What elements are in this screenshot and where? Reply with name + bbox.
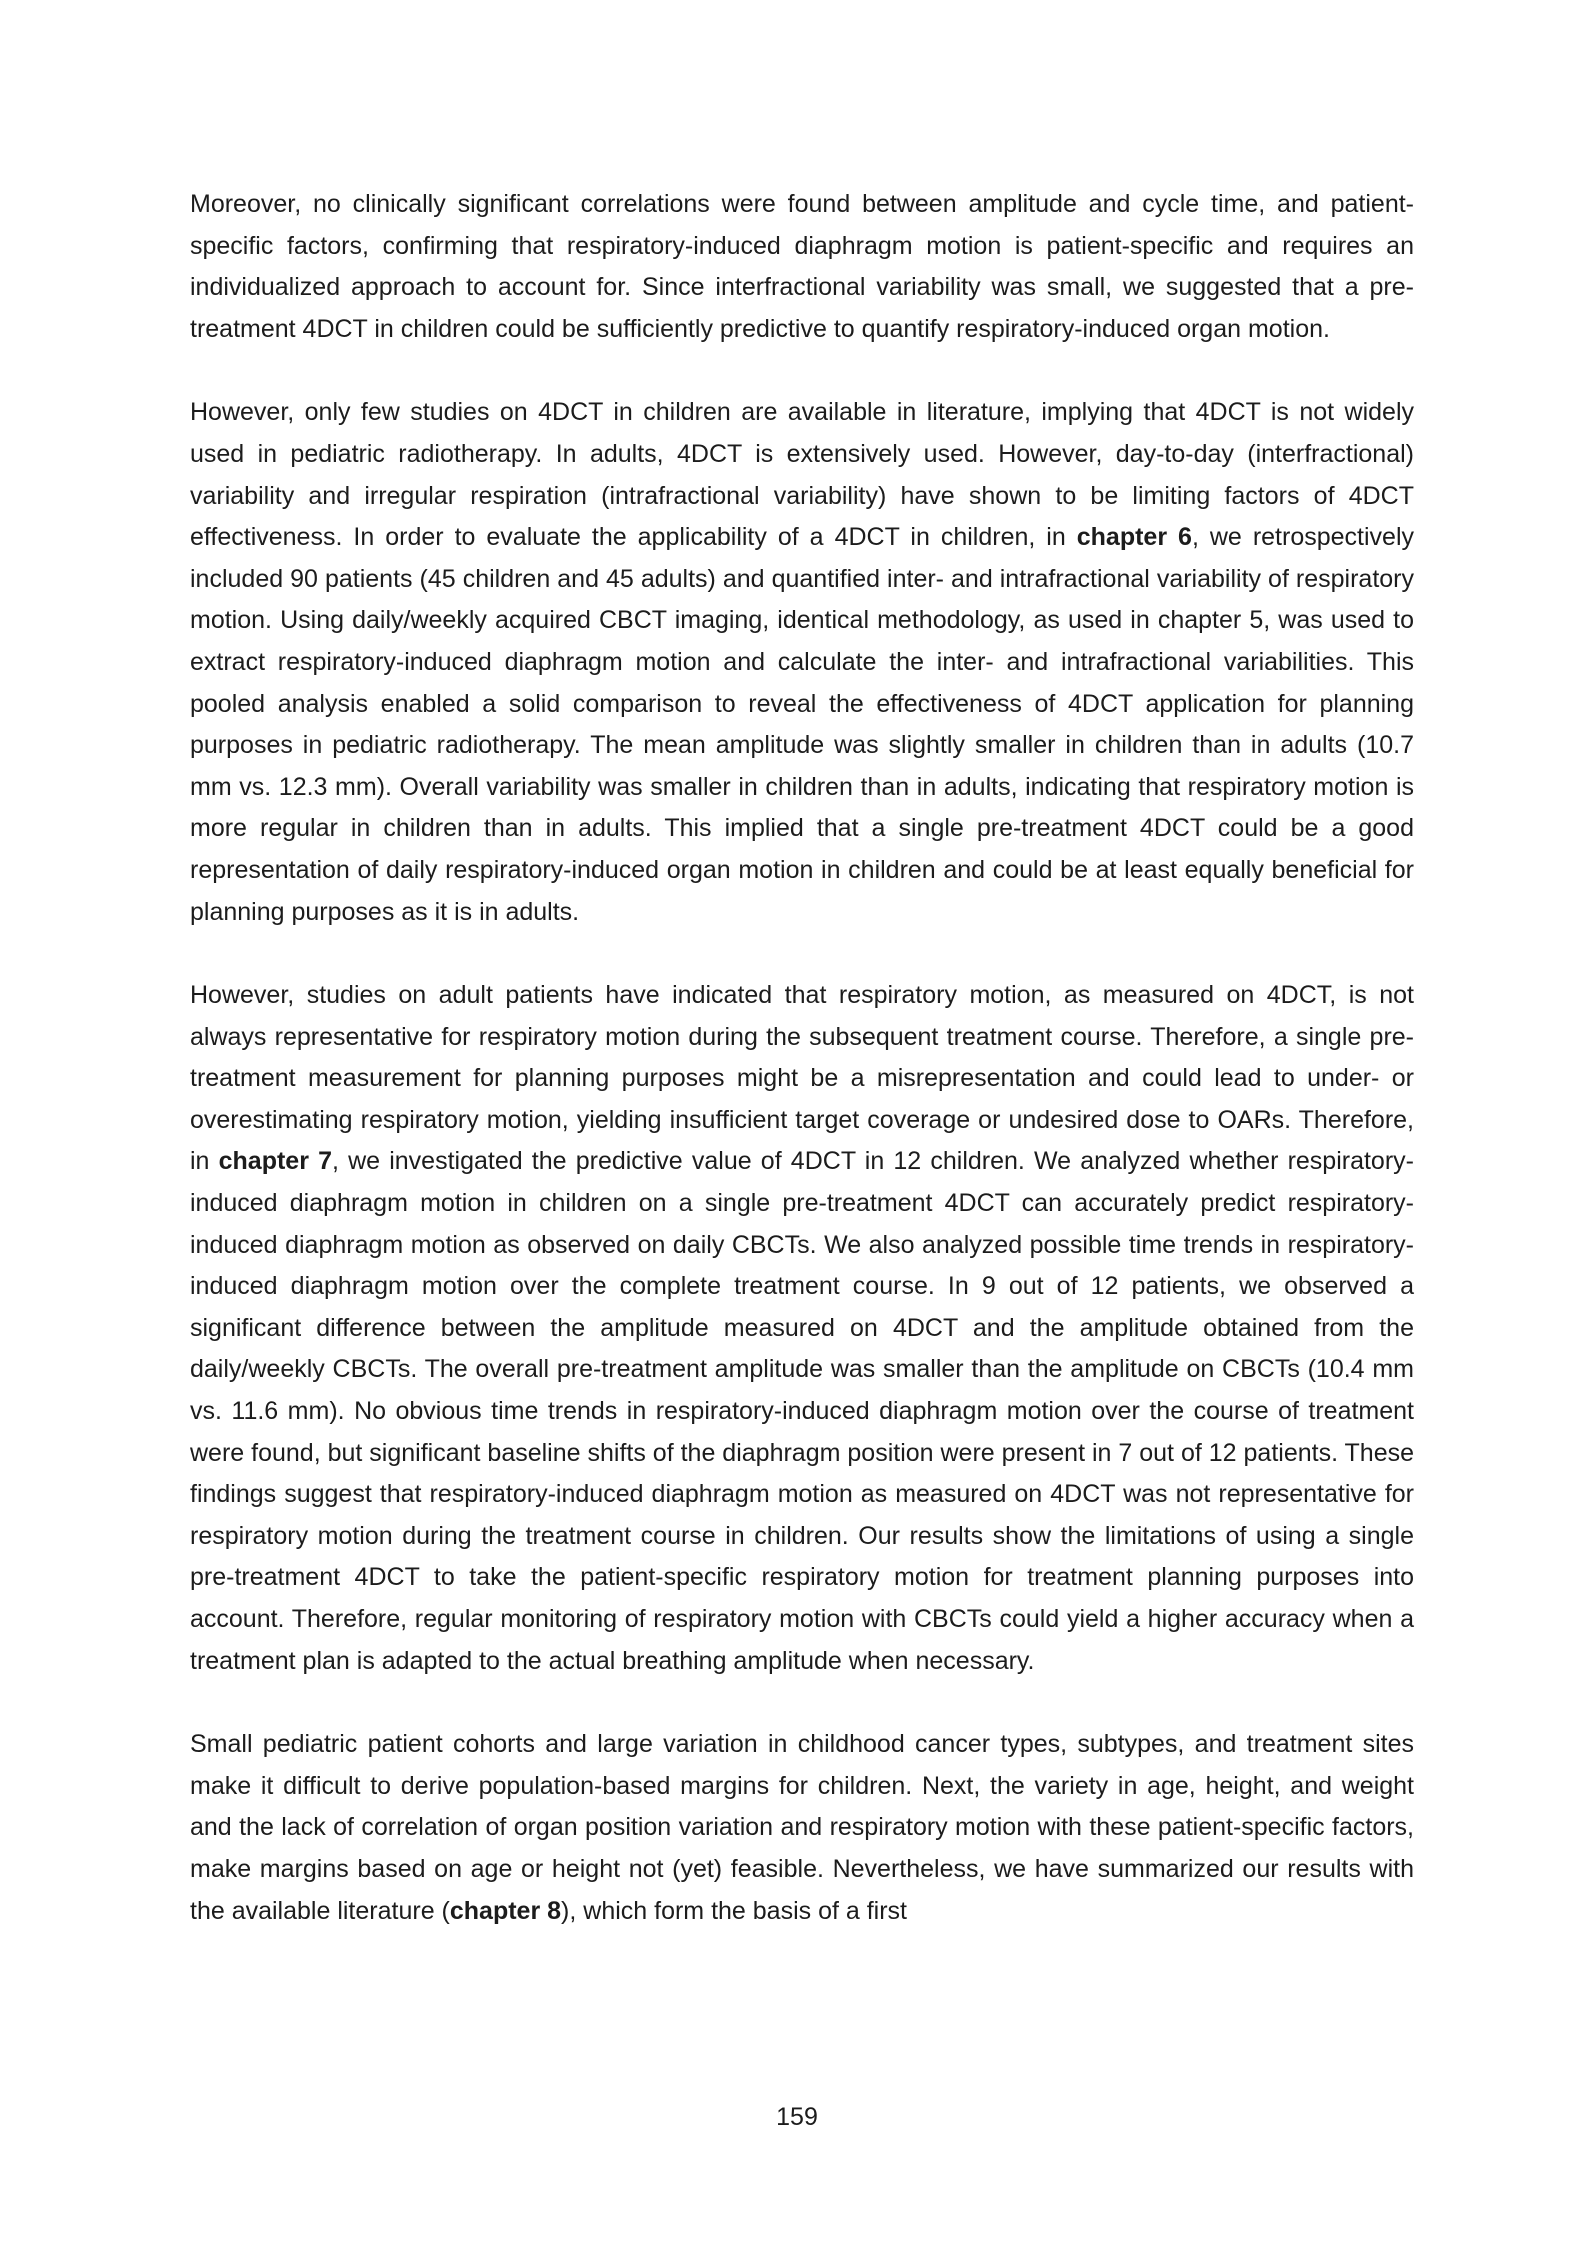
paragraph-1 <box>190 184 1414 350</box>
paragraph-2-text-a: However, only few studies on 4DCT in children are available in literature, implying that 4DCT is not widely used in pediatric radiotherapy. In adults, 4DCT is extensively used. However, day-to-day (interfractional) variability and irregular respiration (intrafractional variability) have shown to be limiting factors of 4DCT effectiveness. In order to evaluate the applicability of a 4DCT in children, in <box>190 398 1414 552</box>
paragraph-4-text-a: Small pediatric patient cohorts and large variation in childhood cancer types, subtypes, and treatment sites make it difficult to derive population-based margins for children. Next, the variety in age, height, and weight and the lack of correlation of organ position variation and respiratory motion with these patient-specific factors, make margins based on age or height not (yet) feasible. Nevertheless, we have summarized our results with the available literature ( <box>190 1730 1414 1925</box>
paragraph-1-text: Moreover, no clinically significant correlations were found between amplitude and cycle time, and patient-specific factors, confirming that respiratory-induced diaphragm motion is patient-specific and requires an individualized approach to account for. Since interfractional variability was small, we suggested that a pre-treatment 4DCT in children could be sufficiently predictive to quantify respiratory-induced organ motion. <box>190 190 1414 343</box>
body-text <box>190 184 1414 1974</box>
paragraph-3-text-b: , we investigated the predictive value of 4DCT in 12 children. We analyzed whether respiratory-induced diaphragm motion in children on a single pre-treatment 4DCT can accurately predict respiratory-induced diaphragm motion as observed on daily CBCTs. We also analyzed possible time trends in respiratory-induced diaphragm motion over the complete treatment course. In 9 out of 12 patients, we observed a significant difference between the amplitude measured on 4DCT and the amplitude obtained from the daily/weekly CBCTs. The overall pre-treatment amplitude was smaller than the amplitude on CBCTs (10.4 mm vs. 11.6 mm). No obvious time trends in respiratory-induced diaphragm motion over the course of treatment were found, but significant baseline shifts of the diaphragm position were present in 7 out of 12 patients. These findings suggest that respiratory-induced diaphragm motion as measured on 4DCT was not representative for respiratory motion during the treatment course in children. Our results show the limitations of using a single pre-treatment 4DCT to take the patient-specific respiratory motion for treatment planning purposes into account. Therefore, regular monitoring of respiratory motion with CBCTs could yield a higher accuracy when a treatment plan is adapted to the actual breathing amplitude when necessary. <box>190 1147 1414 1675</box>
chapter-7-reference: chapter 7 <box>218 1147 332 1176</box>
paragraph-3 <box>190 975 1414 1682</box>
paragraph-2-text-b: , we retrospectively included 90 patients (45 children and 45 adults) and quantified inter- and intrafractional variability of respiratory motion. Using daily/weekly acquired CBCT imaging, identical methodology, as used in chapter 5, was used to extract respiratory-induced diaphragm motion and calculate the inter- and intrafractional variabilities. This pooled analysis enabled a solid comparison to reveal the effectiveness of 4DCT application for planning purposes in pediatric radiotherapy. The mean amplitude was slightly smaller in children than in adults (10.7 mm vs. 12.3 mm). Overall variability was smaller in children than in adults, indicating that respiratory motion is more regular in children than in adults. This implied that a single pre-treatment 4DCT could be a good representation of daily respiratory-induced organ motion in children and could be at least equally beneficial for planning purposes as it is in adults. <box>190 523 1414 926</box>
paragraph-3-text-a: However, studies on adult patients have indicated that respiratory motion, as measured on 4DCT, is not always representative for respiratory motion during the subsequent treatment course. Therefore, a single pre-treatment measurement for planning purposes might be a misrepresentation and could lead to under- or overestimating respiratory motion, yielding insufficient target coverage or undesired dose to OARs. Therefore, in <box>190 981 1414 1176</box>
chapter-6-reference: chapter 6 <box>1076 523 1192 552</box>
chapter-8-reference: chapter 8 <box>449 1896 562 1925</box>
page-number: 159 <box>776 2103 818 2131</box>
paragraph-4 <box>190 1724 1414 1932</box>
paragraph-2 <box>190 392 1414 933</box>
paragraph-4-text-b: ), which form the basis of a first <box>561 1896 907 1925</box>
